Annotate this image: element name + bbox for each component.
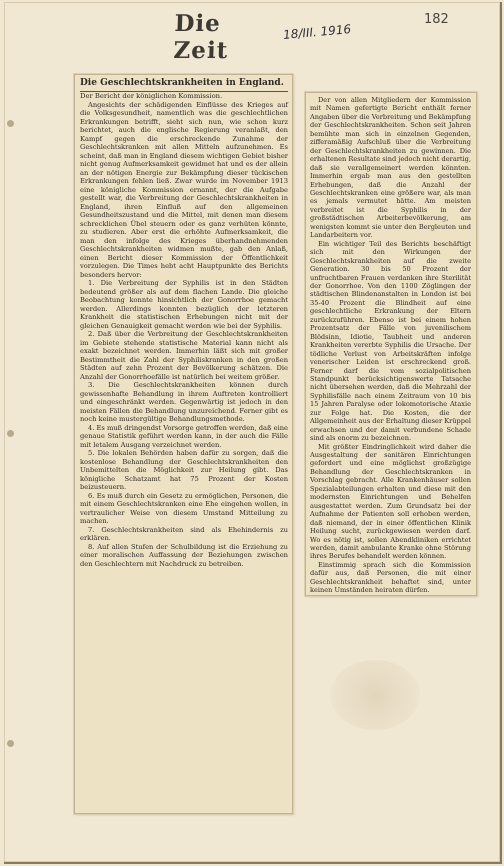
article-headline: Die Geschlechtskrankheiten in England. bbox=[80, 78, 288, 92]
article-paragraph: Einstimmig sprach sich die Kommission dafür aus, daß Personen, die mit einer Geschlechtskrankheit behaftet sind, unter keinen Umständen heiraten dürfen. bbox=[310, 560, 471, 595]
folio-number: 182 bbox=[424, 12, 449, 27]
handwritten-date: 18/III. 1916 bbox=[282, 22, 352, 42]
article-paragraph: 1. Die Verbreitung der Syphilis ist in den Städten bedeutend größer als auf dem flachen Lande. Die gleiche Beobachtung konnte hinsichtlich der Gonorrhoe gemacht werden. Allerdings konnten bezüglich der letzteren Krankheit die statistischen Erhebungen nicht mit der gleichen Genauigkeit gemacht werden wie bei der Syphilis. bbox=[80, 279, 288, 330]
article-paragraph: Ein wichtiger Teil des Berichts beschäftigt sich mit den Wirkungen der Geschlechtskrankheiten auf die zweite Generation. 30 bis 50 Prozent der unfruchtbaren Frauen verdanken ihre Sterilität der Gonorrhoe. Von den 1100 Zöglingen der städtischen Blindenanstalten in London ist bei 35-40 Prozent die Blindheit auf eine geschlechtliche Erkrankung der Eltern zurückzuführen. Ebenso ist bei einem hohen Prozentsatz der Fälle von juvenilischem Blödsinn, Idiotie, Taubheit und anderen Krankheiten vererbte Syphilis die Ursache. Der tödliche Verlust von Arbeitskräften infolge venerischer Leiden ist erschreckend groß. Ferner darf die vom sozialpolitischen Standpunkt berücksichtigenswerte Tatsache nicht übersehen werden, daß die Mehrzahl der Syphilisfälle nach einem Zeitraum von 10 bis 15 Jahren Paralyse oder lokomotorische Ataxie zur Folge hat. Die Kosten, die der Allgemeinheit aus der Erhaltung dieser Krüppel erwachsen und der damit verbundene Schade sind als enorm zu bezeichnen. bbox=[310, 239, 471, 443]
binder-hole bbox=[7, 120, 14, 127]
article-paragraph: 4. Es muß dringendst Vorsorge getroffen werden, daß eine genaue Statistik geführt werden kann, in der auch die Fälle mit letalem Ausgang verzeichnet werden. bbox=[80, 423, 288, 449]
article-paragraph: 5. Die lokalen Behörden haben dafür zu sorgen, daß die kostenlose Behandlung der Geschlechtskrankheiten den Unbemittelten die Möglichkeit zur Heilung gibt. Das königliche Schatzamt hat 75 Prozent der Kosten beizusteuern. bbox=[80, 449, 288, 491]
paper-stain bbox=[330, 660, 420, 730]
article-paragraph: 6. Es muß durch ein Gesetz zu ermöglichen, Personen, die mit einem Geschlechtskranken eine Ehe eingehen wollen, in vertraulicher Weise von diesem Umstand Mitteilung zu machen. bbox=[80, 491, 288, 525]
article-paragraph: 8. Auf allen Stufen der Schulbildung ist die Erziehung zu einer moralischen Auffassung der Beziehungen zwischen den Geschlechtern mit Nachdruck zu betreiben. bbox=[80, 542, 288, 568]
article-paragraph: 3. Die Geschlechtskrankheiten können durch gewissenhafte Behandlung in ihrem Auftreten kontrolliert und eingeschränkt werden. Gegenwärtig ist jedoch in den meisten Fällen die Behandlung unzureichend. Ferner gibt es noch keine mustergültige Behandlungsmethode. bbox=[80, 381, 288, 423]
article-column-right bbox=[310, 96, 471, 595]
article-subheadline: Der Bericht der königlichen Kommission. bbox=[80, 92, 223, 100]
article-paragraph: Angesichts der schädigenden Einflüsse des Krieges auf die Volksgesundheit, namentlich was die geschlechtlichen Erkrankungen betrifft, sieht sich nun, wie schon kurz berichtet, auch die englische Regierung veranlaßt, den Kampf gegen die erschreckende Zunahme der Geschlechtskranken mit allen Mitteln aufzunehmen. Es scheint, daß man in England diesem wichtigen Gebiet bisher nicht genug Aufmerksamkeit gewidmet hat und es der allein an der nötigen Energie zur Bekämpfung dieser tückischen Erkrankungen fehlen ließ. Zwar wurde im November 1913 eine königliche Kommission ernannt, der die Aufgabe gestellt war, die Verbreitung der Geschlechtskrankheiten in England, ihren Einfluß auf den allgemeinen Gesundheitszustand und die Mittel, mit denen man diesem schrecklichen Übel steuern oder es ganz verhüten könnte, zu studieren. Aber erst die erhöhte Aufmerksamkeit, die man den infolge des Krieges überhandnehmenden Geschlechtskrankheiten widmen mußte, gab den Anlaß, einen Bericht dieser Kommission der Öffentlichkeit vorzulegen. Die Times hebt acht Hauptpunkte des Berichts besonders hervor: bbox=[80, 100, 288, 279]
article-paragraph: Der von allen Mitgliedern der Kommission mit Namen gefertigte Bericht enthält ferner Angaben über die Verbreitung und Bekämpfung der Geschlechtskrankheiten. Schon seit Jahren bemühte man sich in einzelnen Gegenden, zifferamäßig Aufschluß über die Verbreitung der Geschlechtskrankheiten zu gewinnen. Die erhaltenen Resultate sind jedoch nicht derartig, daß sie verallgemeinert werden könnten. Immerhin ergab man aus den gestellten Erhebungen, daß die Anzahl der Geschlechtskranken eine größere war, als man es jemals vermutet hätte. Am meisten verbreitet ist die Syphilis in der großstädtischen Arbeiterbevölkerung, am wenigsten kommt sie unter den Bergleuten und Landarbeitern vor. bbox=[310, 96, 471, 240]
article-paragraph: 2. Daß über die Verbreitung der Geschlechtskrankheiten im Gebiete stehende statistische Material kann nicht als exakt bezeichnet werden. Immerhin läßt sich mit großer Bestimmtheit die Zahl der Syphiliskranken in den großen Städten auf zehn Prozent der Bevölkerung schätzen. Die Anzahl der Gonorrhoefälle ist natürlich bei weitem größer. bbox=[80, 330, 288, 381]
newspaper-masthead: Die Zeit bbox=[173, 10, 229, 64]
article-paragraph: Mit größter Eindringlichkeit wird daher die Ausgestaltung der sanitären Einrichtungen gefordert und eine möglichst großzügige Behandlung der Geschlechtskranken in Vorschlag gebracht. Alle Krankenhäuser sollen Spezialabteilungen erhalten und diese mit den modernsten Einrichtungen und Behelfen ausgestattet werden. Zum Grundsatz bei der Aufnahme der Patienten soll erhoben werden, daß niemand, der in einer öffentlichen Klinik Heilung sucht, zurückgewiesen werden darf. Wo es nötig ist, sollen Abendkliniken errichtet werden, damit ambulante Kranke ohne Störung ihres Berufes behandelt werden können. bbox=[310, 442, 471, 561]
article-column-left bbox=[80, 78, 288, 568]
binder-hole bbox=[7, 430, 14, 437]
binder-hole bbox=[7, 740, 14, 747]
article-paragraph: 7. Geschlechtskrankheiten sind als Ehehindernis zu erklären. bbox=[80, 525, 288, 542]
binder-holes bbox=[7, 0, 17, 866]
